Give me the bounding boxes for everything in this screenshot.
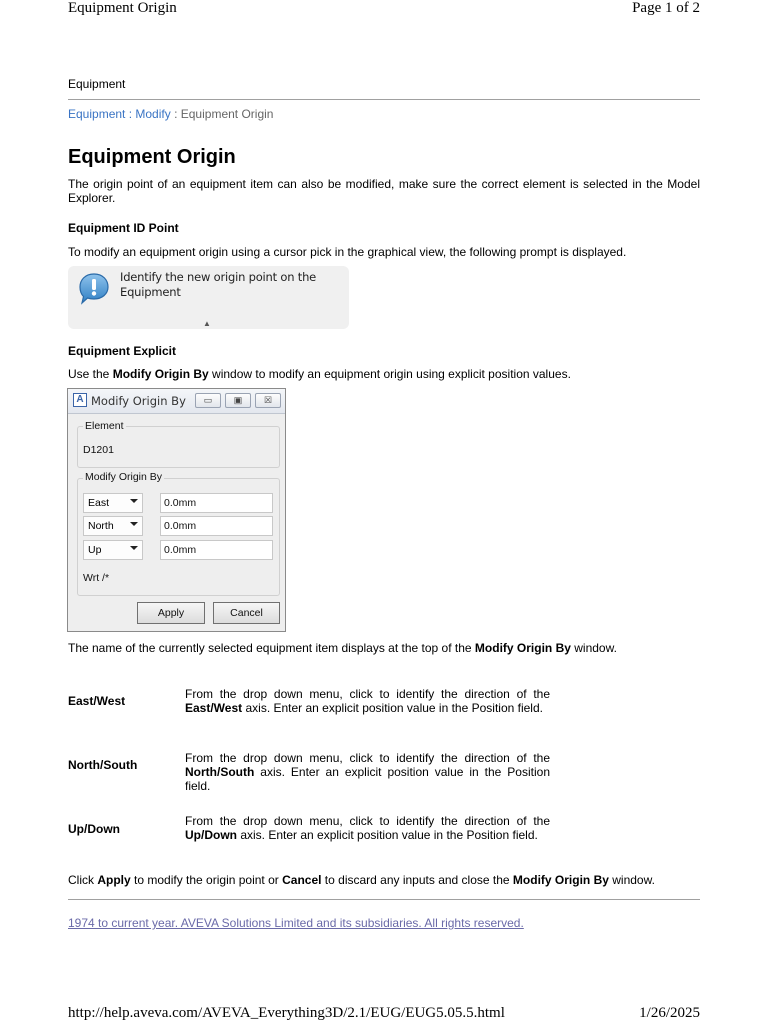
text-run-bold: East/West [185,701,243,715]
page-title: Equipment Origin [68,146,236,168]
wrt-label: Wrt /* [83,572,110,584]
text-run-bold: Modify Origin By [112,367,209,381]
element-group-label: Element [85,420,124,432]
breadcrumb [68,107,273,121]
text-run: window. [608,873,655,887]
footer-divider [68,899,700,900]
dialog-titlebar[interactable] [68,389,285,414]
apply-button[interactable]: Apply [137,602,205,624]
maximize-button[interactable]: ▣ [225,393,251,408]
closing-paragraph [68,873,700,887]
breadcrumb-separator: : [170,107,181,121]
text-run: to discard any inputs and close the [321,873,513,887]
north-south-dropdown[interactable] [83,516,143,536]
cancel-button[interactable]: Cancel [213,602,280,624]
cursor-prompt [68,266,349,329]
breadcrumb-modify-link[interactable]: Modify [135,107,171,121]
text-run: From the drop down menu, click to identify the direction of the [185,687,550,701]
print-header [68,0,700,20]
explicit-heading: Equipment Explicit [68,344,177,358]
definition-desc-east-west [185,687,550,715]
text-run: to modify the origin point or [130,873,283,887]
id-point-paragraph: To modify an equipment origin using a cursor pick in the graphical view, the following prompt is displayed. [68,245,627,259]
modify-origin-group-label: Modify Origin By [85,471,163,483]
text-run: axis. Enter an explicit position value in the Position field. [242,701,543,715]
name-note-paragraph [68,641,700,655]
element-value: D1201 [83,444,114,456]
dialog-title: Modify Origin By [91,394,186,408]
text-run: axis. Enter an explicit position value in the Position field. [237,828,538,842]
prompt-line-1: Identify the new origin point on the [120,270,317,284]
text-run: axis. Enter an explicit position value in the Position field. [185,765,550,793]
print-header-page: Page 1 of 2 [632,0,700,16]
definition-desc-up-down [185,814,550,842]
definition-term-north-south: North/South [68,758,138,772]
chevron-down-icon [130,546,138,550]
section-label: Equipment [68,77,126,91]
print-footer-date: 1/26/2025 [639,1005,700,1021]
id-point-heading: Equipment ID Point [68,221,179,235]
close-button[interactable]: ☒ [255,393,281,408]
definition-desc-north-south [185,751,550,793]
info-balloon-icon [78,272,110,306]
text-run: Use the [68,367,113,381]
up-down-dropdown[interactable] [83,540,143,560]
breadcrumb-separator: : [125,107,136,121]
definition-term-east-west: East/West [68,694,126,708]
definition-term-up-down: Up/Down [68,822,120,836]
modify-origin-dialog [67,388,286,632]
section-divider [68,99,700,100]
east-west-dropdown[interactable] [83,493,143,513]
text-run: window to modify an equipment origin using explicit position values. [208,367,571,381]
text-run: From the drop down menu, click to identify the direction of the [185,751,550,765]
chevron-down-icon [130,499,138,503]
prompt-message [120,270,316,300]
text-run-bold: Apply [97,873,131,887]
app-icon: A [73,393,87,407]
dropdown-value: East [88,497,110,509]
minimize-button[interactable]: ▭ [195,393,221,408]
up-position-input[interactable]: 0.0mm [160,540,273,560]
text-run: From the drop down menu, click to identify the direction of the [185,814,550,828]
text-run: window. [570,641,617,655]
dropdown-value: Up [88,544,102,556]
text-run-bold: Modify Origin By [474,641,571,655]
dropdown-value: North [88,520,114,532]
breadcrumb-current: Equipment Origin [180,107,274,121]
print-footer [68,1005,700,1025]
text-run-bold: North/South [185,765,255,779]
prompt-line-2: Equipment [120,285,181,299]
text-run-bold: Modify Origin By [512,873,609,887]
text-run-bold: Up/Down [185,828,237,842]
text-run: The name of the currently selected equipment item displays at the top of the [68,641,475,655]
breadcrumb-equipment-link[interactable]: Equipment [68,107,126,121]
chevron-down-icon [130,522,138,526]
north-position-input[interactable]: 0.0mm [160,516,273,536]
copyright-link[interactable]: 1974 to current year. AVEVA Solutions Limited and its subsidiaries. All rights reserved. [68,916,524,930]
explicit-paragraph [68,367,700,381]
intro-paragraph: The origin point of an equipment item can also be modified, make sure the correct element is selected in the Model Explorer. [68,177,700,205]
text-run: Click [68,873,98,887]
prompt-caret-icon: ▲ [203,319,211,328]
print-header-title: Equipment Origin [68,0,177,16]
print-footer-url: http://help.aveva.com/AVEVA_Everything3D/2.1/EUG/EUG5.05.5.html [68,1005,505,1021]
text-run-bold: Cancel [282,873,322,887]
east-position-input[interactable]: 0.0mm [160,493,273,513]
